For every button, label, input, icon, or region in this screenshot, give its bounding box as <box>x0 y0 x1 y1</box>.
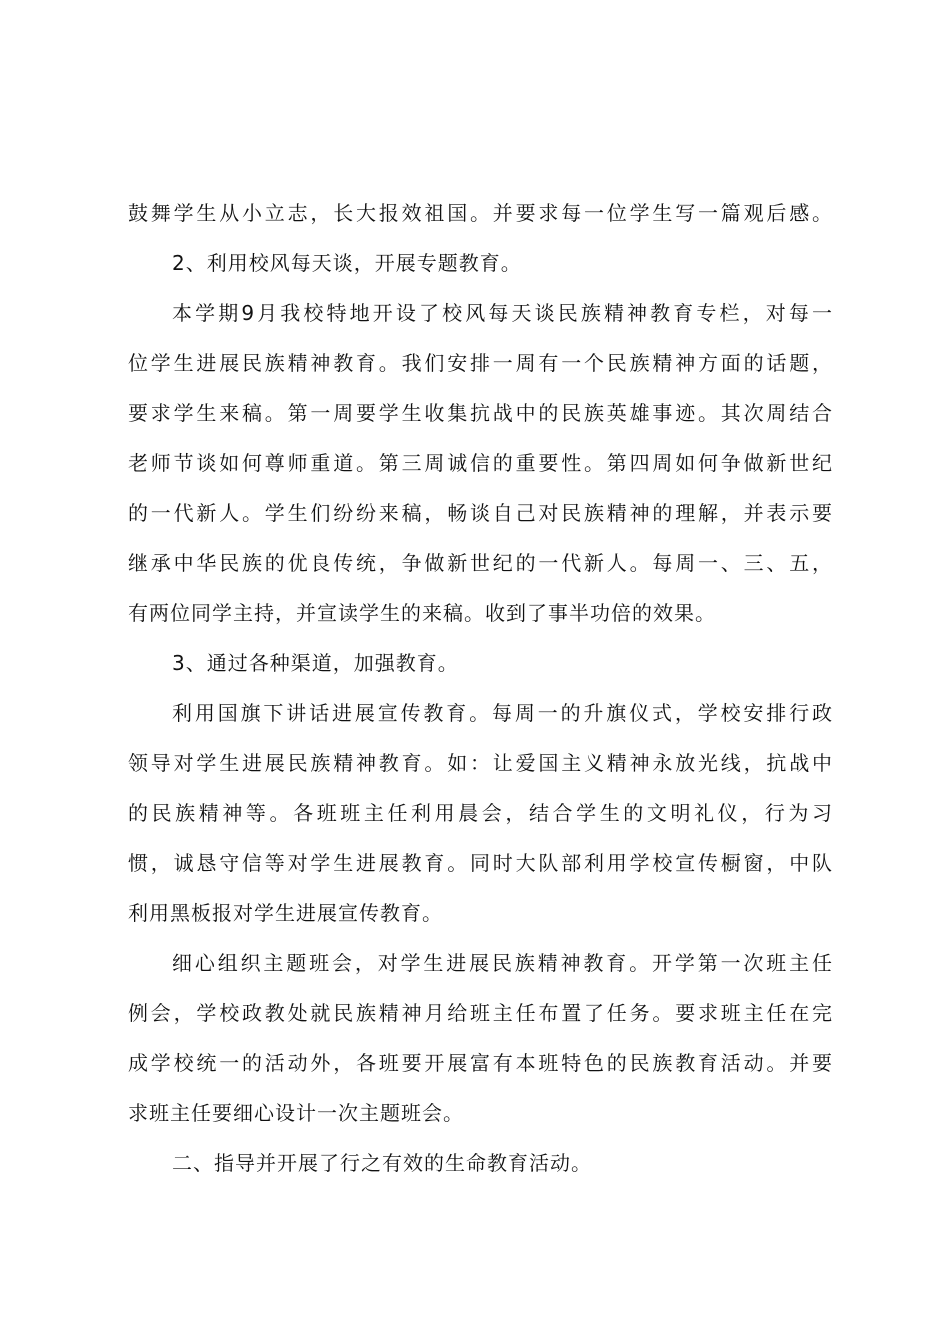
paragraph-line: 继承中华民族的优良传统，争做新世纪的一代新人。每周一、三、五， <box>128 551 833 575</box>
section-heading: 2、利用校风每天谈，开展专题教育。 <box>172 251 522 275</box>
paragraph-line: 求班主任要细心设计一次主题班会。 <box>128 1101 464 1125</box>
paragraph-line: 鼓舞学生从小立志，长大报效祖国。并要求每一位学生写一篇观后感。 <box>128 201 833 225</box>
paragraph-line: 利用国旗下讲话进展宣传教育。每周一的升旗仪式，学校安排行政 <box>172 701 833 725</box>
document-body <box>128 188 833 1188</box>
paragraph-line: 惯，诚恳守信等对学生进展教育。同时大队部利用学校宣传橱窗，中队 <box>128 851 833 875</box>
paragraph-line: 成学校统一的活动外，各班要开展富有本班特色的民族教育活动。并要 <box>128 1051 833 1075</box>
paragraph-line: 有两位同学主持，并宣读学生的来稿。收到了事半功倍的效果。 <box>128 601 716 625</box>
paragraph-line: 利用黑板报对学生进展宣传教育。 <box>128 901 443 925</box>
paragraph-line: 位学生进展民族精神教育。我们安排一周有一个民族精神方面的话题， <box>128 351 833 375</box>
section-heading: 二、指导并开展了行之有效的生命教育活动。 <box>172 1151 592 1175</box>
paragraph-line: 细心组织主题班会，对学生进展民族精神教育。开学第一次班主任 <box>172 951 833 975</box>
paragraph-line: 领导对学生进展民族精神教育。如：让爱国主义精神永放光线，抗战中 <box>128 751 833 775</box>
paragraph-line: 例会，学校政教处就民族精神月给班主任布置了任务。要求班主任在完 <box>128 1001 833 1025</box>
section-heading: 3、通过各种渠道，加强教育。 <box>172 651 459 675</box>
paragraph-line: 的一代新人。学生们纷纷来稿，畅谈自己对民族精神的理解，并表示要 <box>128 501 833 525</box>
paragraph-line: 老师节谈如何尊师重道。第三周诚信的重要性。第四周如何争做新世纪 <box>128 451 833 475</box>
paragraph-line: 的民族精神等。各班班主任利用晨会，结合学生的文明礼仪，行为习 <box>128 801 833 825</box>
paragraph-line: 本学期9月我校特地开设了校风每天谈民族精神教育专栏，对每一 <box>172 301 833 325</box>
paragraph-line: 要求学生来稿。第一周要学生收集抗战中的民族英雄事迹。其次周结合 <box>128 401 833 425</box>
